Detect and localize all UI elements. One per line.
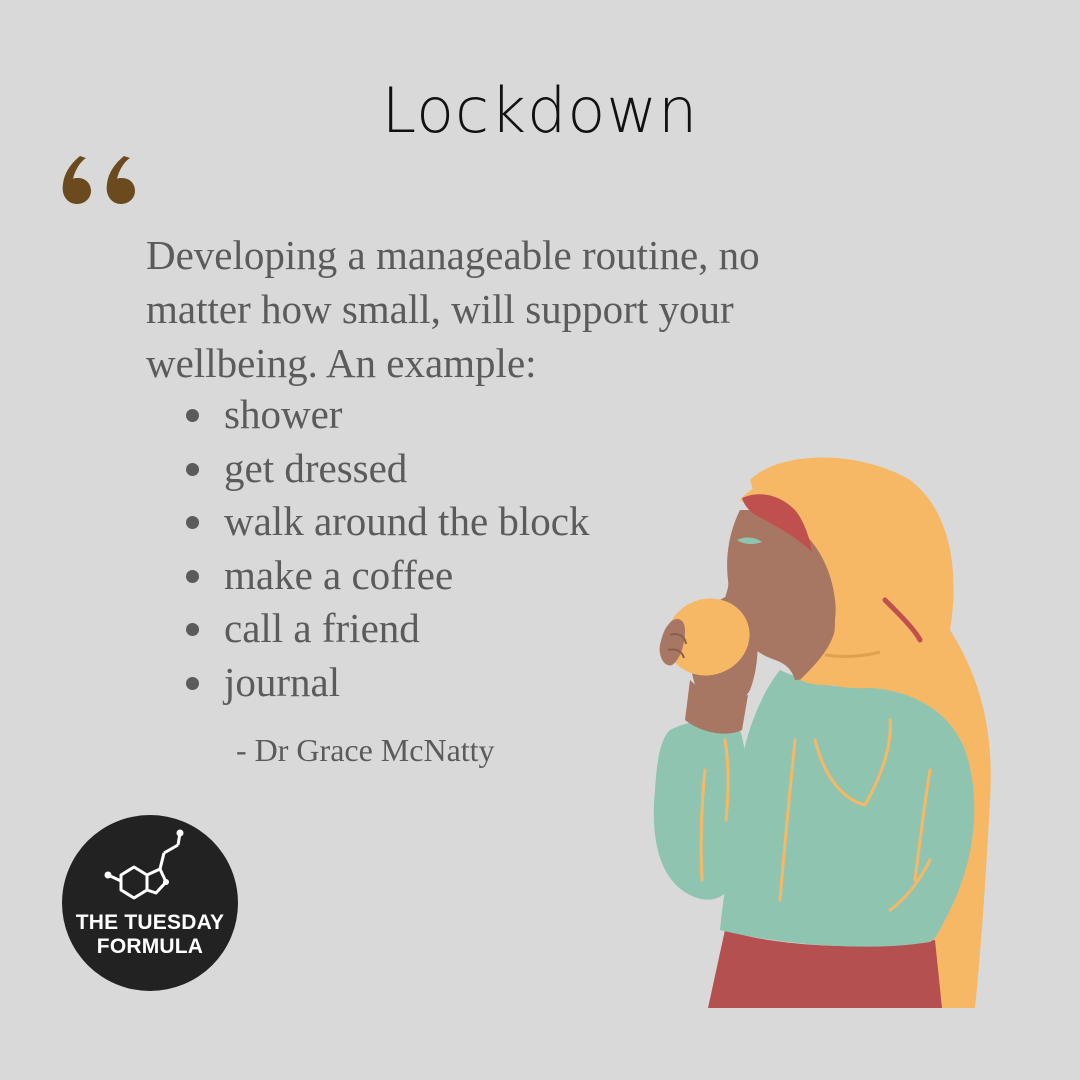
list-item [180, 656, 589, 710]
list-item-text: walk around the block [224, 498, 590, 544]
list-item [180, 388, 589, 442]
list-item-text: shower [224, 391, 343, 437]
bullet-icon [186, 677, 199, 690]
quote-line: matter how small, will support your [146, 286, 734, 332]
list-item [180, 442, 589, 496]
list-item [180, 602, 589, 656]
molecule-icon [62, 815, 238, 991]
list-item [180, 495, 589, 549]
list-item-text: call a friend [224, 605, 420, 651]
brand-logo [62, 815, 238, 991]
brand-name [62, 911, 238, 959]
page-title: Lockdown [381, 74, 699, 147]
sweater [720, 670, 974, 947]
list-item-text: get dressed [224, 444, 408, 491]
quote-line: Developing a manageable routine, no [146, 232, 760, 278]
open-quote-icon [56, 150, 156, 210]
brand-name-line: THE TUESDAY [75, 911, 225, 934]
brand-name-line: FORMULA [96, 935, 204, 958]
bullet-icon [186, 516, 199, 529]
routine-list [180, 388, 589, 709]
bullet-icon [186, 409, 199, 422]
bullet-icon [186, 570, 199, 583]
woman-drinking-coffee-illustration [630, 440, 1010, 1020]
list-item [180, 549, 589, 603]
quote-line: wellbeing. An example: [146, 340, 537, 386]
list-item-text: make a coffee [224, 551, 454, 598]
list-item-text: journal [224, 658, 341, 705]
bullet-icon [186, 623, 199, 636]
quote-attribution: - Dr Grace McNatty [236, 732, 495, 768]
quote-text [146, 228, 886, 390]
bullet-icon [186, 463, 199, 476]
